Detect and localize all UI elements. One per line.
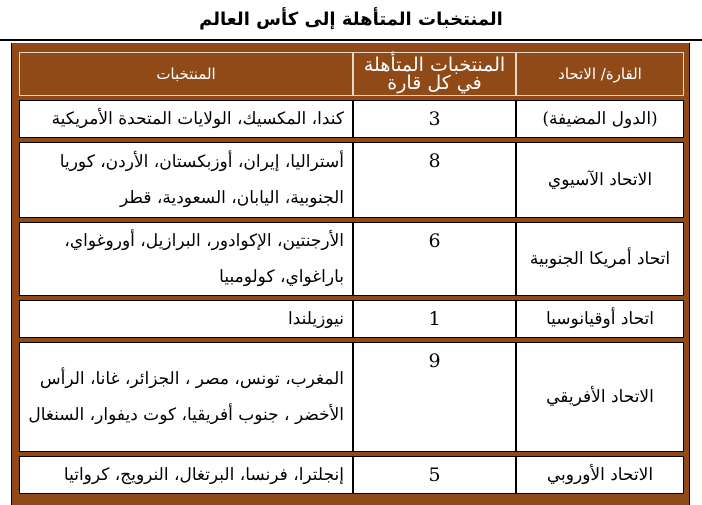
count-cell: 5: [353, 456, 516, 494]
header-confederation: القارة/ الاتحاد: [516, 52, 684, 96]
title-divider: [0, 39, 702, 41]
teams-cell: نيوزيلندا: [19, 300, 353, 338]
header-count-line2: في كل قارة: [387, 72, 482, 94]
table-row: [19, 222, 684, 296]
table-row: [19, 300, 684, 338]
count-cell: 3: [353, 100, 516, 138]
count-cell: 1: [353, 300, 516, 338]
count-cell: 9: [353, 342, 516, 452]
header-teams: المنتخبات: [19, 52, 353, 96]
confederation-cell: (الدول المضيفة): [516, 100, 684, 138]
teams-cell: الأرجنتين، الإكوادور، البرازيل، أوروغواي، باراغواي، كولومبيا: [19, 222, 353, 296]
confederation-cell: الاتحاد الأفريقي: [516, 342, 684, 452]
confederation-cell: الاتحاد الأوروبي: [516, 456, 684, 494]
teams-cell: المغرب، تونس، مصر ، الجزائر، غانا، الرأس الأخضر ، جنوب أفريقيا، كوت ديفوار، السنغال: [19, 342, 353, 452]
teams-cell: إنجلترا، فرنسا، البرتغال، النرويج، كرواتيا: [19, 456, 353, 494]
qualified-teams-table: [19, 48, 684, 498]
page-title: المنتخبات المتأهلة إلى كأس العالم: [199, 9, 503, 30]
table-row: [19, 456, 684, 494]
header-count: [353, 52, 516, 96]
confederation-cell: اتحاد أمريكا الجنوبية: [516, 222, 684, 296]
confederation-cell: الاتحاد الآسيوي: [516, 142, 684, 218]
table-row: [19, 342, 684, 452]
teams-cell: كندا، المكسيك، الولايات المتحدة الأمريكية: [19, 100, 353, 138]
header-count-line1: المنتخبات المتأهلة: [363, 54, 506, 76]
table-header-row: [19, 52, 684, 96]
count-cell: 6: [353, 222, 516, 296]
table-row: [19, 142, 684, 218]
count-cell: 8: [353, 142, 516, 218]
confederation-cell: اتحاد أوقيانوسيا: [516, 300, 684, 338]
teams-cell: أستراليا، إيران، أوزبكستان، الأردن، كوريا الجنوبية، اليابان، السعودية، قطر: [19, 142, 353, 218]
table-row: [19, 100, 684, 138]
